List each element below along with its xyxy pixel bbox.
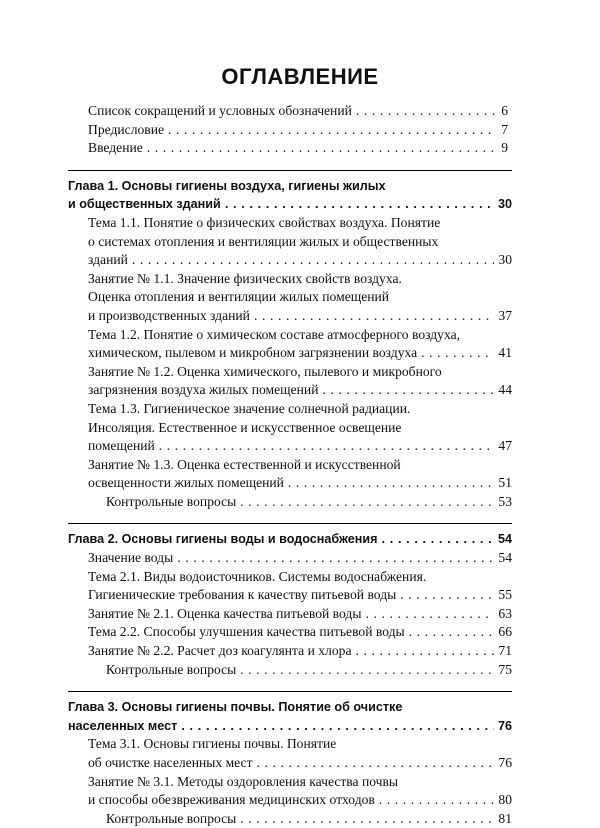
page-number: 47 [494, 437, 512, 456]
front-matter-entry[interactable] [0, 139, 600, 158]
entry-text: Занятие № 3.1. Методы оздоровления качества почвы [88, 773, 399, 789]
page-number: 7 [497, 121, 508, 140]
table-of-contents [0, 102, 600, 828]
page-number: 41 [494, 344, 512, 363]
toc-entry[interactable] [0, 456, 600, 493]
entry-text: Контрольные вопросы . . . [106, 810, 512, 828]
page-number: 30 [494, 195, 512, 214]
front-matter-entry[interactable] [0, 102, 600, 121]
review-questions-entry[interactable] [0, 810, 600, 828]
page-number: 76 [494, 717, 512, 736]
entry-text: Контрольные вопросы . . . [106, 493, 512, 512]
entry-text: об очистке населенных мест . . . [88, 754, 512, 773]
entry-text: Инсоляция. Естественное и искусственное освещение [88, 419, 402, 435]
chapter-divider [68, 523, 512, 524]
entry-text: Тема 1.3. Гигиеническое значение солнечной радиации. [88, 400, 411, 416]
page-number: 44 [494, 381, 512, 400]
page-number: 9 [497, 139, 508, 158]
entry-text: и производственных зданий . . . [88, 307, 512, 326]
toc-entry[interactable] [0, 605, 600, 624]
entry-text: Значение воды . . . [88, 549, 512, 568]
page-number: 63 [494, 605, 512, 624]
entry-text: зданий . . . [88, 251, 512, 270]
entry-text: Занятие № 2.2. Расчет доз коагулянта и хлора . . . [88, 642, 512, 661]
page-number: 37 [494, 307, 512, 326]
entry-text: загрязнения воздуха жилых помещений . . . [88, 381, 512, 400]
chapter-heading[interactable] [0, 530, 600, 549]
page-number: 76 [494, 754, 512, 773]
entry-text: Глава 3. Основы гигиены почвы. Понятие об очистке [68, 700, 403, 715]
review-questions-entry[interactable] [0, 493, 600, 512]
chapter-divider [68, 691, 512, 692]
entry-text: населенных мест . . . [68, 717, 512, 736]
page-number: 55 [494, 586, 512, 605]
entry-text: Гигиенические требования к качеству питьевой воды . . . [88, 586, 512, 605]
entry-text: и способы обезвреживания медицинских отходов . . . [88, 791, 512, 810]
toc-entry[interactable] [0, 623, 600, 642]
toc-entry[interactable] [0, 549, 600, 568]
entry-text: Тема 2.1. Виды водоисточников. Системы водоснабжения. [88, 568, 427, 584]
front-matter-entry[interactable] [0, 121, 600, 140]
toc-entry[interactable] [0, 326, 600, 363]
entry-text: химическом, пылевом и микробном загрязнении воздуха . . . [88, 344, 512, 363]
page-number: 54 [494, 530, 512, 549]
page-number: 71 [494, 642, 512, 661]
entry-text: Глава 1. Основы гигиены воздуха, гигиены жилых [68, 178, 386, 193]
page-number: 51 [494, 474, 512, 493]
page-number: 6 [497, 102, 508, 121]
entry-text: Занятие № 1.2. Оценка химического, пылевого и микробного [88, 363, 442, 379]
toc-entry[interactable] [0, 400, 600, 456]
entry-text: Список сокращений и условных обозначений . . . [88, 102, 508, 121]
page-title: ОГЛАВЛЕНИЕ [221, 64, 379, 89]
page-number: 80 [494, 791, 512, 810]
page-number: 75 [494, 661, 512, 680]
entry-text: Контрольные вопросы . . . [106, 661, 512, 680]
page-number: 54 [494, 549, 512, 568]
toc-entry[interactable] [0, 568, 600, 605]
entry-text: Занятие № 1.1. Значение физических свойств воздуха. [88, 270, 402, 286]
chapter-heading[interactable] [0, 698, 600, 735]
page-number: 66 [494, 623, 512, 642]
entry-text: Тема 2.2. Способы улучшения качества питьевой воды . . . [88, 623, 512, 642]
toc-entry[interactable] [0, 735, 600, 772]
entry-text: освещенности жилых помещений . . . [88, 474, 512, 493]
chapter-divider [68, 170, 512, 171]
entry-text: Занятие № 2.1. Оценка качества питьевой воды . . . [88, 605, 512, 624]
toc-entry[interactable] [0, 642, 600, 661]
chapter-heading[interactable] [0, 177, 600, 214]
entry-text: Тема 1.1. Понятие о физических свойствах воздуха. Понятие [88, 214, 441, 230]
page-number: 81 [494, 810, 512, 828]
entry-text: о системах отопления и вентиляции жилых и общественных [88, 233, 439, 249]
entry-text: Тема 3.1. Основы гигиены почвы. Понятие [88, 736, 337, 752]
entry-text: Глава 2. Основы гигиены воды и водоснабжения . . . [68, 530, 512, 549]
entry-text: Тема 1.2. Понятие о химическом составе атмосферного воздуха, [88, 326, 461, 342]
entry-text: Введение . . . [88, 139, 508, 158]
toc-entry[interactable] [0, 773, 600, 810]
entry-text: Оценка отопления и вентиляции жилых помещений [88, 289, 390, 305]
entry-text: помещений . . . [88, 437, 512, 456]
toc-entry[interactable] [0, 214, 600, 270]
entry-text: и общественных зданий . . . [68, 195, 512, 214]
page-number: 30 [494, 251, 512, 270]
review-questions-entry[interactable] [0, 661, 600, 680]
entry-text: Предисловие . . . [88, 121, 508, 140]
toc-entry[interactable] [0, 270, 600, 326]
toc-entry[interactable] [0, 363, 600, 400]
entry-text: Занятие № 1.3. Оценка естественной и искусственной [88, 456, 401, 472]
page-number: 53 [494, 493, 512, 512]
